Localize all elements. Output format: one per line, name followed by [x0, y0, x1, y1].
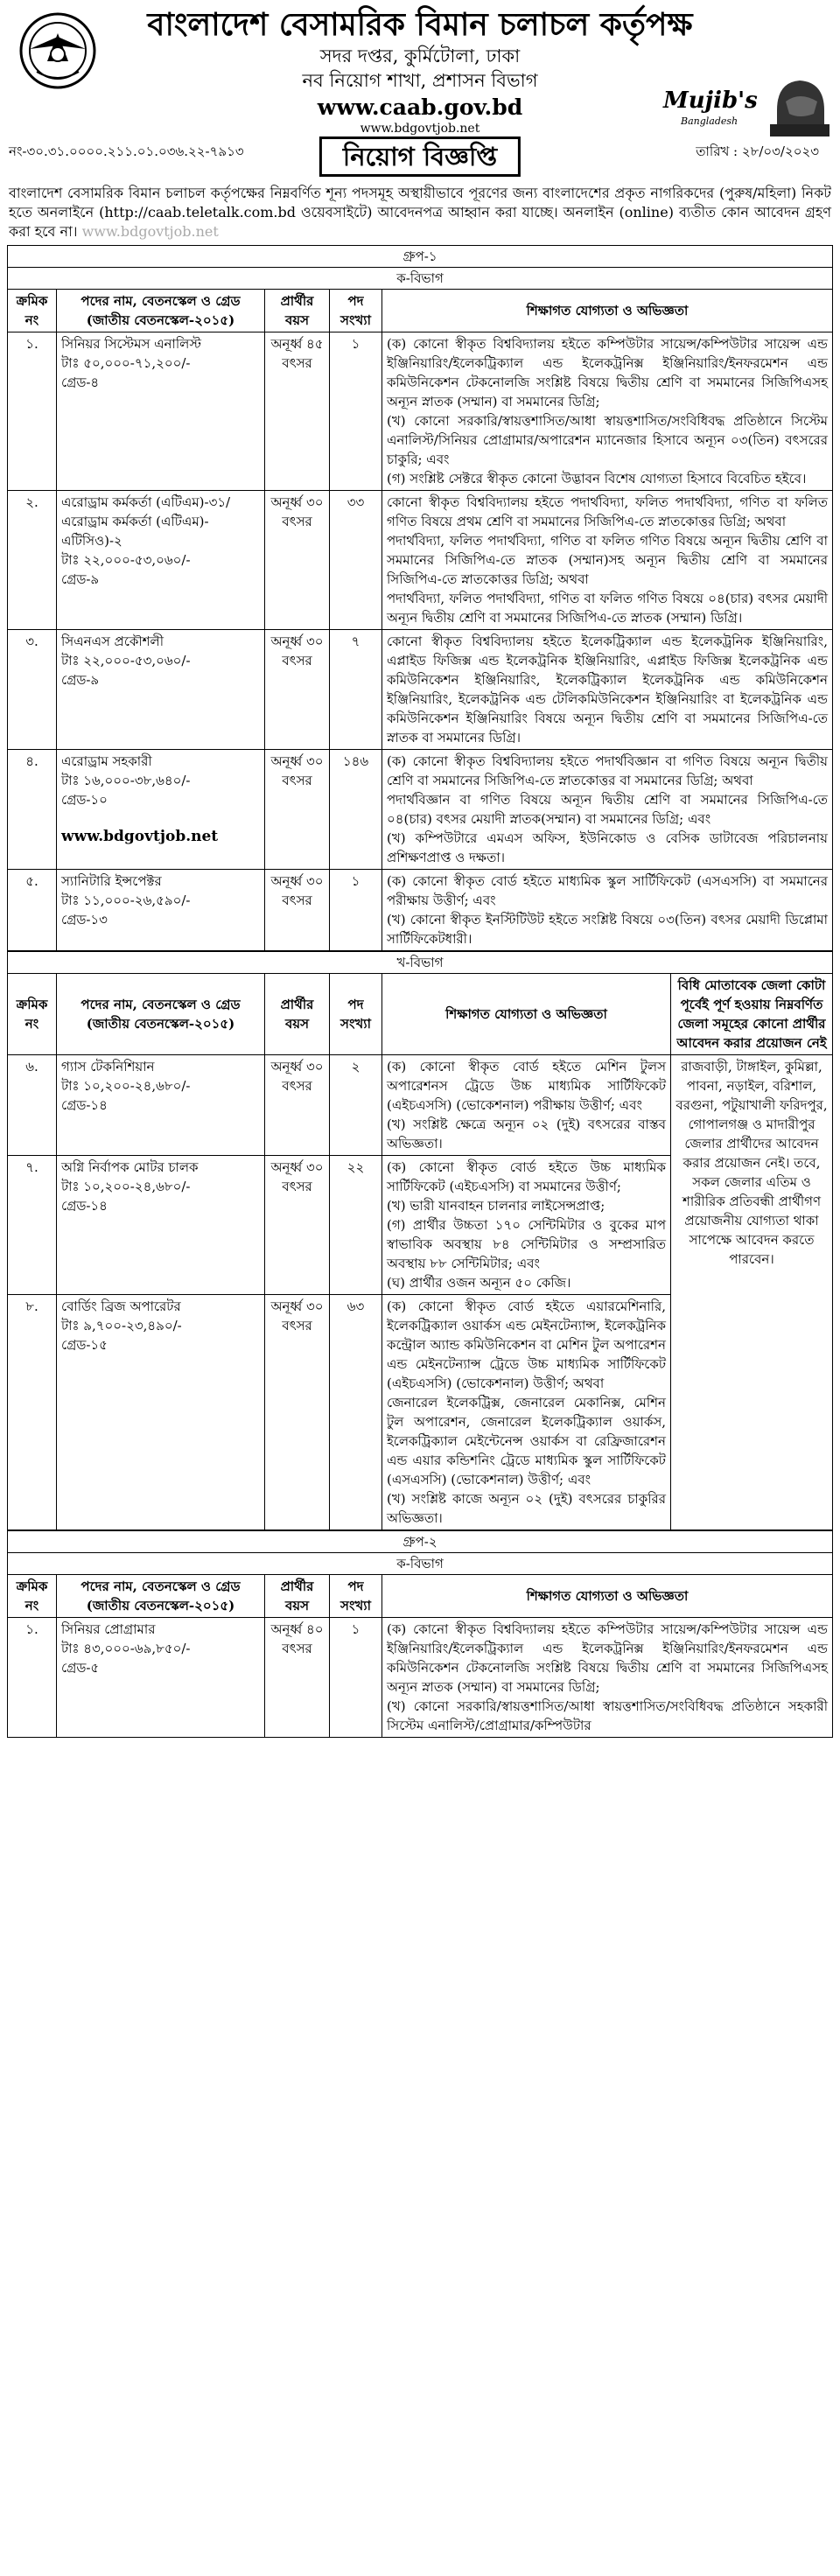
row-serial: ৬. — [8, 1055, 57, 1156]
reference-number: নং-৩০.৩১.০০০০.২১১.০১.০৩৬.২২-৭৯১৩ — [9, 144, 244, 159]
header-quota: বিধি মোতাবেক জেলা কোটা পূর্বেই পূর্ণ হওয়ায় নিম্নবর্ণিত জেলা সমূহের কোনো প্রার্থীর আবেদন করার প্রয়োজন নেই — [671, 974, 833, 1055]
table-header-row — [8, 290, 833, 332]
header-sl: ক্রমিক নং — [8, 974, 57, 1055]
org-name: বাংলাদেশ বেসামরিক বিমান চলাচল কর্তৃপক্ষ — [147, 6, 693, 43]
header-qualification: শিক্ষাগত যোগ্যতা ও অভিজ্ঞতা — [382, 1575, 833, 1618]
post-name: সিনিয়র সিস্টেমস এনালিস্ট — [61, 336, 201, 352]
reference-line — [7, 136, 833, 175]
row-post-name-cell — [57, 630, 265, 750]
intro-paragraph — [9, 184, 831, 242]
row-qualification: (ক) কোনো স্বীকৃত বোর্ড হইতে উচ্চ মাধ্যমিক সার্টিফিকেট (এইচএসসি) বা সমমানের উত্তীর্ণ; (খ) ভারী যানবাহন চালনার লাইসেন্সপ্রাপ্ত; (গ) প্রার্থীর উচ্চতা ১৭০ সেন্টিমিটার ও বুকের মাপ স্বাভাবিক অবস্থায় ৮৪ সেন্টিমিটার ও সম্প্রসারিত অবস্থায় ৮৮ সেন্টিমিটার; এবং (ঘ) প্রার্থীর ওজন অন্যূন ৫০ কেজি। — [382, 1156, 671, 1295]
post-name: বোর্ডিং ব্রিজ অপারেটর — [61, 1298, 181, 1314]
row-serial: ১. — [8, 332, 57, 491]
post-pay-scale: টাঃ ২২,০০০-৫৩,০৬০/- — [61, 653, 191, 668]
post-grade: গ্রেড-১৪ — [61, 1097, 108, 1113]
mujib-logo — [646, 75, 830, 136]
row-qualification: (ক) কোনো স্বীকৃত বিশ্ববিদ্যালয় হইতে কম্পিউটার সায়েন্স/কম্পিউটার সায়েন্স এন্ড ইঞ্জিনিয়ারিং/ইলেকট্রিক্যাল এন্ড ইলেকট্রনিক্স ইঞ্জিনিয়ারিং/ইনফরমেশন এন্ড কমিউনিকেশন টেকনোলজি সংশ্লিষ্ট বিষয়ে দ্বিতীয় শ্রেণি বা সমমানের সিজিপিএসহ অন্যূন স্নাতক (সম্মান) বা সমমানের ডিগ্রি; (খ) কোনো সরকারি/স্বায়ত্তশাসিত/আধা স্বায়ত্তশাসিত/সংবিধিবদ্ধ প্রতিষ্ঠানে সহকারী সিস্টেম এনালিস্ট/প্রোগ্রামার/কম্পিউটার — [382, 1618, 833, 1738]
row-age: অনূর্ধ্ব ৩০ বৎসর — [265, 1156, 330, 1295]
row-post-count: ২ — [330, 1055, 382, 1156]
row-qualification: (ক) কোনো স্বীকৃত বিশ্ববিদ্যালয় হইতে কম্পিউটার সায়েন্স/কম্পিউটার সায়েন্স এন্ড ইঞ্জিনিয়ারিং/ইলেকট্রিক্যাল এন্ড ইলেকট্রনিক্স ইঞ্জিনিয়ারিং/ইনফরমেশন এন্ড কমিউনিকেশন টেকনোলজি সংশ্লিষ্ট বিষয়ে দ্বিতীয় শ্রেণি বা সমমানের সিজিপিএসহ অন্যূন স্নাতক (সম্মান) বা সমমানের ডিগ্রি; (খ) কোনো সরকারি/স্বায়ত্তশাসিত/আধা স্বায়ত্তশাসিত/সংবিধিবদ্ধ প্রতিষ্ঠানে সিস্টেম এনালিস্ট/সিনিয়র প্রোগ্রামার/অপারেশন ম্যানেজার হিসাবে অন্যূন ০৩(তিন) বৎসরের চাকুরি; এবং (গ) সংশ্লিষ্ট সেক্টরে স্বীকৃত কোনো উদ্ভাবন বিশেষ যোগ্যতা হিসাবে বিবেচিত হইবে। — [382, 332, 833, 491]
intro-watermark: www.bdgovtjob.net — [81, 223, 219, 240]
post-grade: গ্রেড-১৫ — [61, 1337, 108, 1353]
row-post-name-cell — [57, 870, 265, 951]
vacancy-table-kha — [7, 951, 833, 1530]
row-post-name-cell — [57, 1618, 265, 1738]
row-serial: ১. — [8, 1618, 57, 1738]
group1-ka-rows — [8, 332, 833, 951]
post-grade: গ্রেড-৯ — [61, 571, 100, 587]
header-name-sub: (জাতীয় বেতনস্কেল-২০১৫) — [86, 312, 235, 328]
row-age: অনূর্ধ্ব ৩০ বৎসর — [265, 1055, 330, 1156]
row-post-name-cell — [57, 750, 265, 870]
group2-section-ka: ক-বিভাগ — [8, 1553, 833, 1575]
group1-kha-rows — [8, 1055, 833, 1530]
post-pay-scale: টাঃ ১১,০০০-২৬,৫৯০/- — [61, 892, 191, 908]
website-link[interactable]: www.caab.gov.bd — [317, 94, 523, 120]
post-pay-scale: টাঃ ৯,৭০০-২৩,৪৯০/- — [61, 1318, 182, 1334]
header-age: প্রার্থীর বয়স — [265, 290, 330, 332]
group2-ka-rows — [8, 1618, 833, 1738]
row-serial: ৫. — [8, 870, 57, 951]
post-pay-scale: টাঃ ১৬,০০০-৩৮,৬৪০/- — [61, 773, 191, 788]
row-qualification: কোনো স্বীকৃত বিশ্ববিদ্যালয় হইতে পদার্থবিদ্যা, ফলিত পদার্থবিদ্যা, গণিত বা ফলিত গণিত বিষয়ে প্রথম শ্রেণি বা সমমানের সিজিপিএ-তে স্নাতকোত্তর ডিগ্রি; অথবা পদার্থবিদ্যা, ফলিত পদার্থবিদ্যা, গণিত বা ফলিত গণিত বিষয়ে অন্যূন দ্বিতীয় শ্রেণি বা সমমানের সিজিপিএ-তে স্নাতক (সম্মান)সহ অন্যূন দ্বিতীয় শ্রেণি বা সমমানের সিজিপিএ-তে স্নাতকোত্তর ডিগ্রি; অথবা পদার্থবিদ্যা, ফলিত পদার্থবিদ্যা, গণিত বা ফলিত গণিত বিষয়ে ০৪(চার) বৎসর মেয়াদী অন্যূন দ্বিতীয় শ্রেণি বা সমমানের সিজিপিএ-তে স্নাতক (সম্মান) ডিগ্রি। — [382, 491, 833, 630]
row-qualification: (ক) কোনো স্বীকৃত বোর্ড হইতে এয়ারমেশিনারি, ইলেকট্রিক্যাল ওয়ার্কস এন্ড মেইনটেন্যান্স, ইলেকট্রনিক কন্ট্রোল অ্যান্ড কমিউনিকেশন বা মেশিন টুল অপারেশন এন্ড মেইনটেন্যান্স ট্রেডে উচ্চ মাধ্যমিক সার্টিফিকেট (এইচএসসি) (ভোকেশনাল) উত্তীর্ণ; অথবা জেনারেল ইলেকট্রিক্স, জেনারেল মেকানিক্স, মেশিন টুল অপারেশন, জেনারেল ইলেকট্রিক্যাল ওয়ার্কস, ইলেকট্রিক্যাল মেইন্টেনেন্স ওয়ার্কস বা রেফ্রিজারেশন এন্ড এয়ার কন্ডিশনিং ট্রেডে মাধ্যমিক স্কুল সার্টিফিকেট (এসএসসি) (ভোকেশনাল) উত্তীর্ণ; এবং (খ) সংশ্লিষ্ট কাজে অন্যূন ০২ (দুই) বৎসরের চাকুরির অভিজ্ঞতা। — [382, 1295, 671, 1530]
header-posts: পদ সংখ্যা — [330, 290, 382, 332]
vacancy-table-group2 — [7, 1530, 833, 1738]
row-age: অনূর্ধ্ব ৪৫ বৎসর — [265, 332, 330, 491]
header-name-text: পদের নাম, বেতনস্কেল ও গ্রেড — [80, 293, 241, 309]
row-serial: ৮. — [8, 1295, 57, 1530]
header-sl: ক্রমিক নং — [8, 290, 57, 332]
post-pay-scale: টাঃ ৪৩,০০০-৬৯,৮৫০/- — [61, 1641, 191, 1656]
row-post-name-cell — [57, 1055, 265, 1156]
sub-website-link[interactable]: www.bdgovtjob.net — [360, 122, 480, 136]
post-grade: গ্রেড-১৪ — [61, 1198, 108, 1214]
intro-text: বাংলাদেশ বেসামরিক বিমান চলাচল কর্তৃপক্ষের নিম্নবর্ণিত শূন্য পদসমূহ অস্থায়ীভাবে পূরণের জন্য বাংলাদেশের প্রকৃত নাগরিকদের (পুরুষ/মহিলা) নিকট হতে অনলাইনে (http://caab.teletalk.com.bd ওয়েবসাইটে) আবেদনপত্র আহ্বান করা যাচ্ছে। অনলাইন (online) ব্যতীত কোন আবেদন গ্রহণ করা হবে না। — [9, 185, 831, 240]
row-post-name-cell — [57, 491, 265, 630]
post-name: এরোড্রাম সহকারী — [61, 753, 152, 769]
row-post-count: ২২ — [330, 1156, 382, 1295]
table-row — [8, 1055, 833, 1156]
post-grade: গ্রেড-৯ — [61, 672, 100, 688]
row-post-name-cell — [57, 1156, 265, 1295]
post-grade: গ্রেড-৫ — [61, 1660, 100, 1676]
post-name: অগ্নি নির্বাপক মোটর চালক — [61, 1159, 199, 1175]
row-qualification: কোনো স্বীকৃত বিশ্ববিদ্যালয় হইতে ইলেকট্রিক্যাল এন্ড ইলেকট্রনিক ইঞ্জিনিয়ারিং, এপ্লাইড ফিজিক্স এন্ড ইলেকট্রনিক ইঞ্জিনিয়ারিং, এপ্লাইড ফিজিক্স ইলেকট্রনিক এন্ড কমিউনিকেশন ইঞ্জিনিয়ারিং, ইলেকট্রিক্যাল ইলেকট্রনিক এন্ড কমিউনিকেশন ইঞ্জিনিয়ারিং, ইলেকট্রনিক এন্ড টেলিকমিউনিকেশন ইঞ্জিনিয়ারিং বা ইলেকট্রনিক এন্ড কমিউনিকেশন ইঞ্জিনিয়ারিং বিষয়ে অন্যূন দ্বিতীয় শ্রেণি বা সমমানের সিজিপিএ-তে স্নাতক বা সমমানের ডিগ্রি। — [382, 630, 833, 750]
post-pay-scale: টাঃ ২২,০০০-৫৩,০৬০/- — [61, 552, 191, 568]
row-serial: ৩. — [8, 630, 57, 750]
table-row — [8, 1618, 833, 1738]
header-age: প্রার্থীর বয়স — [265, 1575, 330, 1618]
header-name — [57, 974, 265, 1055]
header-qualification: শিক্ষাগত যোগ্যতা ও অভিজ্ঞতা — [382, 290, 833, 332]
row-age: অনূর্ধ্ব ৩০ বৎসর — [265, 1295, 330, 1530]
post-grade: গ্রেড-১০ — [61, 792, 108, 808]
row-qualification: (ক) কোনো স্বীকৃত বোর্ড হইতে মেশিন টুলস অপারেশনস ট্রেডে উচ্চ মাধ্যমিক সার্টিফিকেট (এইচএসসি) (ভোকেশনাল) পরীক্ষায় উত্তীর্ণ; এবং (খ) সংশ্লিষ্ট ক্ষেত্রে অন্যূন ০২ (দুই) বৎসরের বাস্তব অভিজ্ঞতা। — [382, 1055, 671, 1156]
table-row — [8, 332, 833, 491]
group2-label: গ্রুপ-২ — [8, 1531, 833, 1553]
header-age: প্রার্থীর বয়স — [265, 974, 330, 1055]
row-age: অনূর্ধ্ব ৩০ বৎসর — [265, 750, 330, 870]
row-serial: ২. — [8, 491, 57, 630]
row-age: অনূর্ধ্ব ৩০ বৎসর — [265, 491, 330, 630]
post-name: সিনিয়র প্রোগ্রামার — [61, 1621, 156, 1637]
header-name — [57, 1575, 265, 1618]
vacancy-table — [7, 245, 833, 951]
row-post-count: ১ — [330, 332, 382, 491]
district-quota-note: রাজবাড়ী, টাঙ্গাইল, কুমিল্লা, পাবনা, নড়াইল, বরিশাল, বরগুনা, পটুয়াখালী ফরিদপুর, গোপালগঞ্জ ও মাদারীপুর জেলার প্রার্থীদের আবেদন করার প্রয়োজন নেই। তবে, সকল জেলার এতিম ও শারীরিক প্রতিবন্ধী প্রার্থীগণ প্রয়োজনীয় যোগ্যতা থাকা সাপেক্ষে আবেদন করতে পারবেন। — [671, 1055, 833, 1530]
table-header-row-g2 — [8, 1575, 833, 1618]
group1-section-kha: খ-বিভাগ — [8, 952, 833, 974]
row-qualification: (ক) কোনো স্বীকৃত বিশ্ববিদ্যালয় হইতে পদার্থবিজ্ঞান বা গণিত বিষয়ে অন্যূন দ্বিতীয় শ্রেণি বা সমমানের সিজিপিএ-তে স্নাতকোত্তর বা সমমানের ডিগ্রি; অথবা পদার্থবিজ্ঞান বা গণিত বিষয়ে অন্যূন দ্বিতীয় শ্রেণি বা সমমানের সিজিপিএ-তে ০৪(চার) বৎসর মেয়াদী স্নাতক(সম্মান) বা সমমানের ডিগ্রি; এবং (খ) কম্পিউটারে এমএস অফিস, ইউনিকোড ও বেসিক ডাটাবেজ পরিচালনায় প্রশিক্ষণপ্রাপ্ত ও দক্ষতা। — [382, 750, 833, 870]
header-qualification: শিক্ষাগত যোগ্যতা ও অভিজ্ঞতা — [382, 974, 671, 1055]
row-post-count: ১৪৬ — [330, 750, 382, 870]
post-pay-scale: টাঃ ৫০,০০০-৭১,২০০/- — [61, 355, 191, 371]
notice-page — [7, 4, 833, 2569]
row-age: অনূর্ধ্ব ৩০ বৎসর — [265, 630, 330, 750]
caab-logo-icon — [18, 10, 98, 91]
post-name: এরোড্রাম কর্মকর্তা (এটিএম)-৩১/ এরোড্রাম কর্মকর্তা (এটিএম)-এটিসিও)-২ — [61, 494, 231, 549]
row-post-count: ৬৩ — [330, 1295, 382, 1530]
branch: নব নিয়োগ শাখা, প্রশাসন বিভাগ — [302, 70, 538, 91]
table-row — [8, 870, 833, 951]
row-qualification: (ক) কোনো স্বীকৃত বোর্ড হইতে মাধ্যমিক স্কুল সার্টিফিকেট (এসএসসি) বা সমমানের পরীক্ষায় উত্তীর্ণ; এবং (খ) কোনো স্বীকৃত ইনস্টিটিউট হইতে সংশ্লিষ্ট বিষয়ে ০৩(তিন) বৎসর মেয়াদী ডিপ্লোমা সার্টিফিকেটধারী। — [382, 870, 833, 951]
row-age: অনূর্ধ্ব ৪০ বৎসর — [265, 1618, 330, 1738]
group1-label: গ্রুপ-১ — [8, 246, 833, 268]
table-header-row-kha — [8, 974, 833, 1055]
post-pay-scale: টাঃ ১০,২০০-২৪,৬৮০/- — [61, 1078, 191, 1094]
notice-date: তারিখ : ২৮/০৩/২০২৩ — [696, 144, 819, 159]
mujib-logo-sub: Bangladesh — [681, 116, 738, 127]
mujib-logo-text: Mujib's — [663, 88, 758, 114]
header-name-text: পদের নাম, বেতনস্কেল ও গ্রেড — [80, 997, 241, 1012]
post-pay-scale: টাঃ ১০,২০০-২৪,৬৮০/- — [61, 1179, 191, 1194]
table-row — [8, 750, 833, 870]
header-posts: পদ সংখ্যা — [330, 1575, 382, 1618]
post-grade: গ্রেড-৪ — [61, 374, 100, 390]
post-name: সিএনএস প্রকৌশলী — [61, 634, 164, 649]
notice-title: নিয়োগ বিজ্ঞপ্তি — [319, 136, 521, 177]
row-post-count: ৭ — [330, 630, 382, 750]
header-name — [57, 290, 265, 332]
row-watermark: www.bdgovtjob.net — [61, 828, 219, 845]
row-serial: ৭. — [8, 1156, 57, 1295]
row-post-name-cell — [57, 332, 265, 491]
row-post-count: ১ — [330, 1618, 382, 1738]
row-post-count: ৩৩ — [330, 491, 382, 630]
row-post-name-cell — [57, 1295, 265, 1530]
header-name-sub: (জাতীয় বেতনস্কেল-২০১৫) — [86, 1598, 235, 1614]
header-posts: পদ সংখ্যা — [330, 974, 382, 1055]
header-sl: ক্রমিক নং — [8, 1575, 57, 1618]
table-row — [8, 491, 833, 630]
post-name: স্যানিটারি ইন্সপেক্টর — [61, 873, 162, 889]
row-age: অনূর্ধ্ব ৩০ বৎসর — [265, 870, 330, 951]
header — [7, 5, 833, 136]
row-serial: ৪. — [8, 750, 57, 870]
post-grade: গ্রেড-১৩ — [61, 912, 108, 928]
row-post-count: ১ — [330, 870, 382, 951]
table-row — [8, 630, 833, 750]
header-name-sub: (জাতীয় বেতনস্কেল-২০১৫) — [86, 1016, 235, 1032]
header-name-text: পদের নাম, বেতনস্কেল ও গ্রেড — [80, 1578, 241, 1594]
post-name: গ্যাস টেকনিশিয়ান — [61, 1059, 155, 1074]
group1-section-ka: ক-বিভাগ — [8, 268, 833, 290]
headquarters: সদর দপ্তর, কুর্মিটোলা, ঢাকা — [319, 46, 521, 66]
